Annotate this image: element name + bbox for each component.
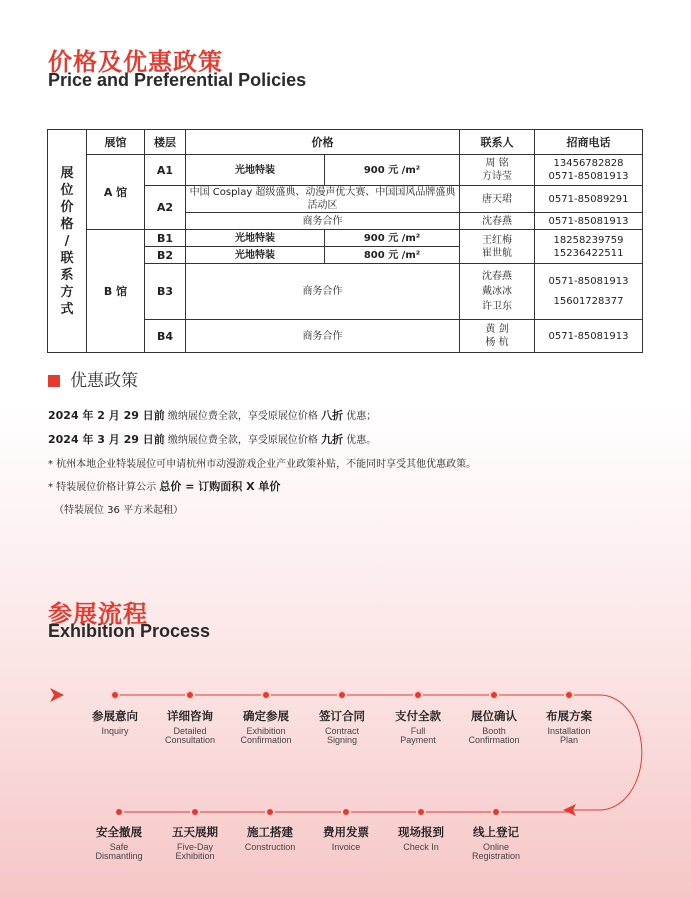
a1-price: 900 元 /m²	[325, 155, 460, 186]
floor-b3: B3	[145, 264, 186, 320]
step-dot-icon	[416, 807, 426, 817]
b1-b2-phone: 18258239759 15236422511	[535, 230, 643, 264]
step-title: 线上登记	[473, 825, 519, 839]
process-step	[226, 708, 306, 745]
step-title: 参展意向	[92, 709, 138, 723]
step-dot-icon	[110, 690, 120, 700]
step-subtitle: Safe Dismantling	[95, 842, 143, 861]
step-subtitle: Inquiry	[101, 726, 129, 736]
b1-type: 光地特装	[186, 230, 325, 247]
side-label: 展 位 价 格 / 联 系 方 式	[48, 130, 87, 353]
step-title: 展位确认	[471, 709, 517, 723]
b1-b2-contact: 王红梅 崔世航	[460, 230, 535, 264]
policy-note-3: （特装展位 36 平方米起租）	[54, 505, 184, 516]
policy-note-1: * 杭州本地企业特装展位可申请杭州市动漫游戏企业产业政策补贴，不能同时享受其他优惠政策。	[48, 459, 477, 470]
header-hall: 展馆	[87, 130, 145, 155]
step-title: 确定参展	[243, 709, 289, 723]
process-step	[381, 824, 461, 852]
step-dot-icon	[564, 690, 574, 700]
header-contact: 联系人	[460, 130, 535, 155]
process-step	[378, 708, 458, 745]
section2-title-cn: 参展流程	[48, 600, 148, 628]
floor-a1: A1	[145, 155, 186, 186]
hall-a: A 馆	[87, 155, 145, 230]
step-dot-icon	[413, 690, 423, 700]
process-step	[302, 708, 382, 745]
step-subtitle: Full Payment	[400, 726, 436, 745]
step-title: 签订合同	[319, 709, 365, 723]
step-dot-icon	[190, 807, 200, 817]
section-title-cn: 价格及优惠政策	[48, 48, 223, 76]
step-subtitle: Construction	[244, 842, 296, 852]
process-step	[529, 708, 609, 745]
b2-price: 800 元 /m²	[325, 247, 460, 264]
floor-b4: B4	[145, 320, 186, 353]
process-step	[456, 824, 536, 861]
a1-contact: 周 铭 方诗莹	[460, 155, 535, 186]
step-title: 五天展期	[172, 825, 218, 839]
step-dot-icon	[341, 807, 351, 817]
process-step	[230, 824, 310, 852]
a1-type: 光地特装	[186, 155, 325, 186]
step-title: 费用发票	[323, 825, 369, 839]
a2-contact1: 唐天珺	[460, 186, 535, 213]
step-title: 支付全款	[395, 709, 441, 723]
section2-title-en: Exhibition Process	[48, 621, 211, 641]
process-step	[454, 708, 534, 745]
step-title: 现场报到	[398, 825, 444, 839]
policy-line-1: 2024 年 2 月 29 日前 缴纳展位费全款，享受原展位价格 八折 优惠；	[48, 409, 377, 422]
process-step	[150, 708, 230, 745]
step-dot-icon	[491, 807, 501, 817]
step-subtitle: Contract Signing	[324, 726, 359, 745]
b3-contact: 沈春燕 戴冰冰 许卫东	[460, 264, 535, 320]
a2-coop: 商务合作	[186, 213, 460, 230]
process-step	[75, 708, 155, 736]
floor-a2: A2	[145, 186, 186, 230]
a2-phone1: 0571-85089291	[535, 186, 643, 213]
header-phone: 招商电话	[535, 130, 643, 155]
process-step	[79, 824, 159, 861]
a2-phone2: 0571-85081913	[535, 213, 643, 230]
floor-b1: B1	[145, 230, 186, 247]
step-dot-icon	[261, 690, 271, 700]
b2-type: 光地特装	[186, 247, 325, 264]
step-dot-icon	[489, 690, 499, 700]
a2-note: 中国 Cosplay 超级盛典、动漫声优大赛、中国国风品牌盛典活动区	[186, 186, 460, 213]
step-dot-icon	[114, 807, 124, 817]
step-subtitle: Exhibition Confirmation	[240, 726, 292, 745]
floor-b2: B2	[145, 247, 186, 264]
b4-coop: 商务合作	[186, 320, 460, 353]
policy-note-2: * 特装展位价格计算公示 总价 = 订购面积 X 单价	[48, 480, 281, 493]
a1-phone: 13456782828 0571-85081913	[535, 155, 643, 186]
b4-phone: 0571-85081913	[535, 320, 643, 353]
step-subtitle: Installation Plan	[547, 726, 591, 745]
step-subtitle: Check In	[403, 842, 439, 852]
policy-line-2: 2024 年 3 月 29 日前 缴纳展位费全款，享受原展位价格 九折 优惠。	[48, 433, 377, 446]
process-step	[155, 824, 235, 861]
process-step	[306, 824, 386, 852]
step-dot-icon	[337, 690, 347, 700]
step-subtitle: Invoice	[331, 842, 361, 852]
step-title: 详细咨询	[167, 709, 213, 723]
step-subtitle: Detailed Consultation	[164, 726, 216, 745]
a2-contact2: 沈春燕	[460, 213, 535, 230]
step-title: 施工搭建	[247, 825, 293, 839]
step-title: 布展方案	[546, 709, 592, 723]
step-dot-icon	[265, 807, 275, 817]
step-subtitle: Booth Confirmation	[468, 726, 520, 745]
step-title: 安全撤展	[96, 825, 142, 839]
arrow-right-icon	[50, 688, 64, 702]
b4-contact: 黄 剑 杨 杭	[460, 320, 535, 353]
header-price: 价格	[186, 130, 460, 155]
step-subtitle: Five-Day Exhibition	[175, 842, 215, 861]
step-subtitle: Online Registration	[471, 842, 521, 861]
section-title-en: Price and Preferential Policies	[48, 70, 307, 90]
b3-phone: 0571-85081913 15601728377	[535, 264, 643, 320]
step-dot-icon	[185, 690, 195, 700]
b3-coop: 商务合作	[186, 264, 460, 320]
header-floor: 楼层	[145, 130, 186, 155]
hall-b: B 馆	[87, 230, 145, 353]
policy-heading: 优惠政策	[48, 366, 138, 391]
b1-price: 900 元 /m²	[325, 230, 460, 247]
